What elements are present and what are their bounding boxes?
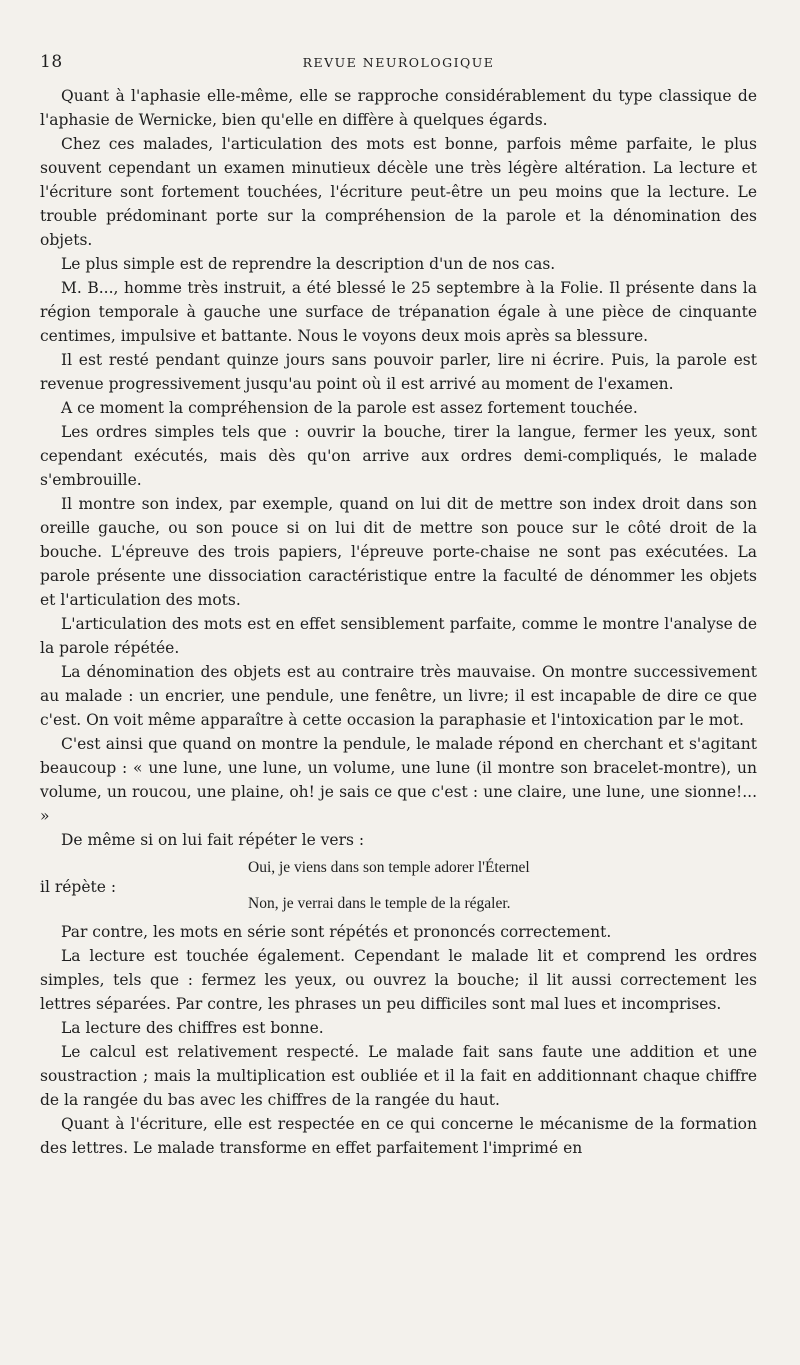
paragraph: Il montre son index, par exemple, quand on lui dit de mettre son index droit dans son oreille gauche, ou son pouce si on lui dit de mettre son pouce sur le côté droit de la bouche. L'épreuve des trois papiers, l'épreuve porte-chaise ne sont pas exécutées. La parole présente une dissociation caractéristique entre la faculté de dénommer les objets et l'articulation des mots. [40,495,757,609]
paragraph: La lecture des chiffres est bonne. [61,1019,324,1037]
verse-line-original: Oui, je viens dans son temple adorer l'Éternel [248,859,530,876]
page-header [40,52,757,74]
verse-line-repeated: Non, je verrai dans le temple de la régaler. [248,895,511,912]
paragraph: C'est ainsi que quand on montre la pendule, le malade répond en cherchant et s'agitant beaucoup : « une lune, une lune, un volume, une lune (il montre son bracelet-montre), un volume, un roucou, une plaine, oh! je sais ce que c'est : une claire, une lune, une sionne!... » [40,735,757,825]
paragraph: M. B..., homme très instruit, a été blessé le 25 septembre à la Folie. Il présente dans la région temporale à gauche une surface de trépanation égale à une pièce de cinquante centimes, impulsive et battante. Nous le voyons deux mois après sa blessure. [40,279,757,345]
paragraph: Par contre, les mots en série sont répétés et prononcés correctement. [61,923,612,941]
paragraph: Chez ces malades, l'articulation des mots est bonne, parfois même parfaite, le plus souvent cependant un examen minutieux décèle une très légère altération. La lecture et l'écriture sont fortement touchées, l'écriture peut-être un peu moins que la lecture. Le trouble prédominant porte sur la compréhension de la parole et la dénomination des objets. [40,135,757,249]
page-number: 18 [40,52,63,72]
paragraph: Quant à l'écriture, elle est respectée en ce qui concerne le mécanisme de la formation des lettres. Le malade transforme en effet parfaitement l'imprimé en [40,1115,757,1157]
running-title: REVUE NEUROLOGIQUE [302,55,495,70]
paragraph: De même si on lui fait répéter le vers : [61,831,365,849]
paragraph: La dénomination des objets est au contraire très mauvaise. On montre successivement au malade : un encrier, une pendule, une fenêtre, un livre; il est incapable de dire ce que c'est. On voit même apparaître à cette occasion la paraphasie et l'intoxication par le mot. [40,663,757,729]
paragraph: A ce moment la compréhension de la parole est assez fortement touchée. [61,399,638,417]
paragraph: L'articulation des mots est en effet sensiblement parfaite, comme le montre l'analyse de la parole répétée. [40,615,757,657]
paragraph: Les ordres simples tels que : ouvrir la bouche, tirer la langue, fermer les yeux, sont cependant exécutés, mais dès qu'on arrive aux ordres demi-compliqués, le malade s'embrouille. [40,423,757,489]
verse-intro: il répète : [40,878,117,896]
paragraph: Le plus simple est de reprendre la description d'un de nos cas. [61,255,556,273]
paragraph: La lecture est touchée également. Cependant le malade lit et comprend les ordres simples, tels que : fermez les yeux, ou ouvrez la bouche; il lit aussi correctement les lettres séparées. Par contre, les phrases un peu difficiles sont mal lues et incomprises. [40,947,757,1013]
paragraph: Il est resté pendant quinze jours sans pouvoir parler, lire ni écrire. Puis, la parole est revenue progressivement jusqu'au point où il est arrivé au moment de l'examen. [40,351,757,393]
verse-quote [40,858,757,918]
paragraph: Le calcul est relativement respecté. Le malade fait sans faute une addition et une soustraction ; mais la multiplication est oubliée et il la fait en additionnant chaque chiffre de la rangée du bas avec les chiffres de la rangée du haut. [40,1043,757,1109]
paragraph: Quant à l'aphasie elle-même, elle se rapproche considérablement du type classique de l'aphasie de Wernicke, bien qu'elle en diffère à quelques égards. [40,87,757,129]
article-body [40,84,757,1160]
